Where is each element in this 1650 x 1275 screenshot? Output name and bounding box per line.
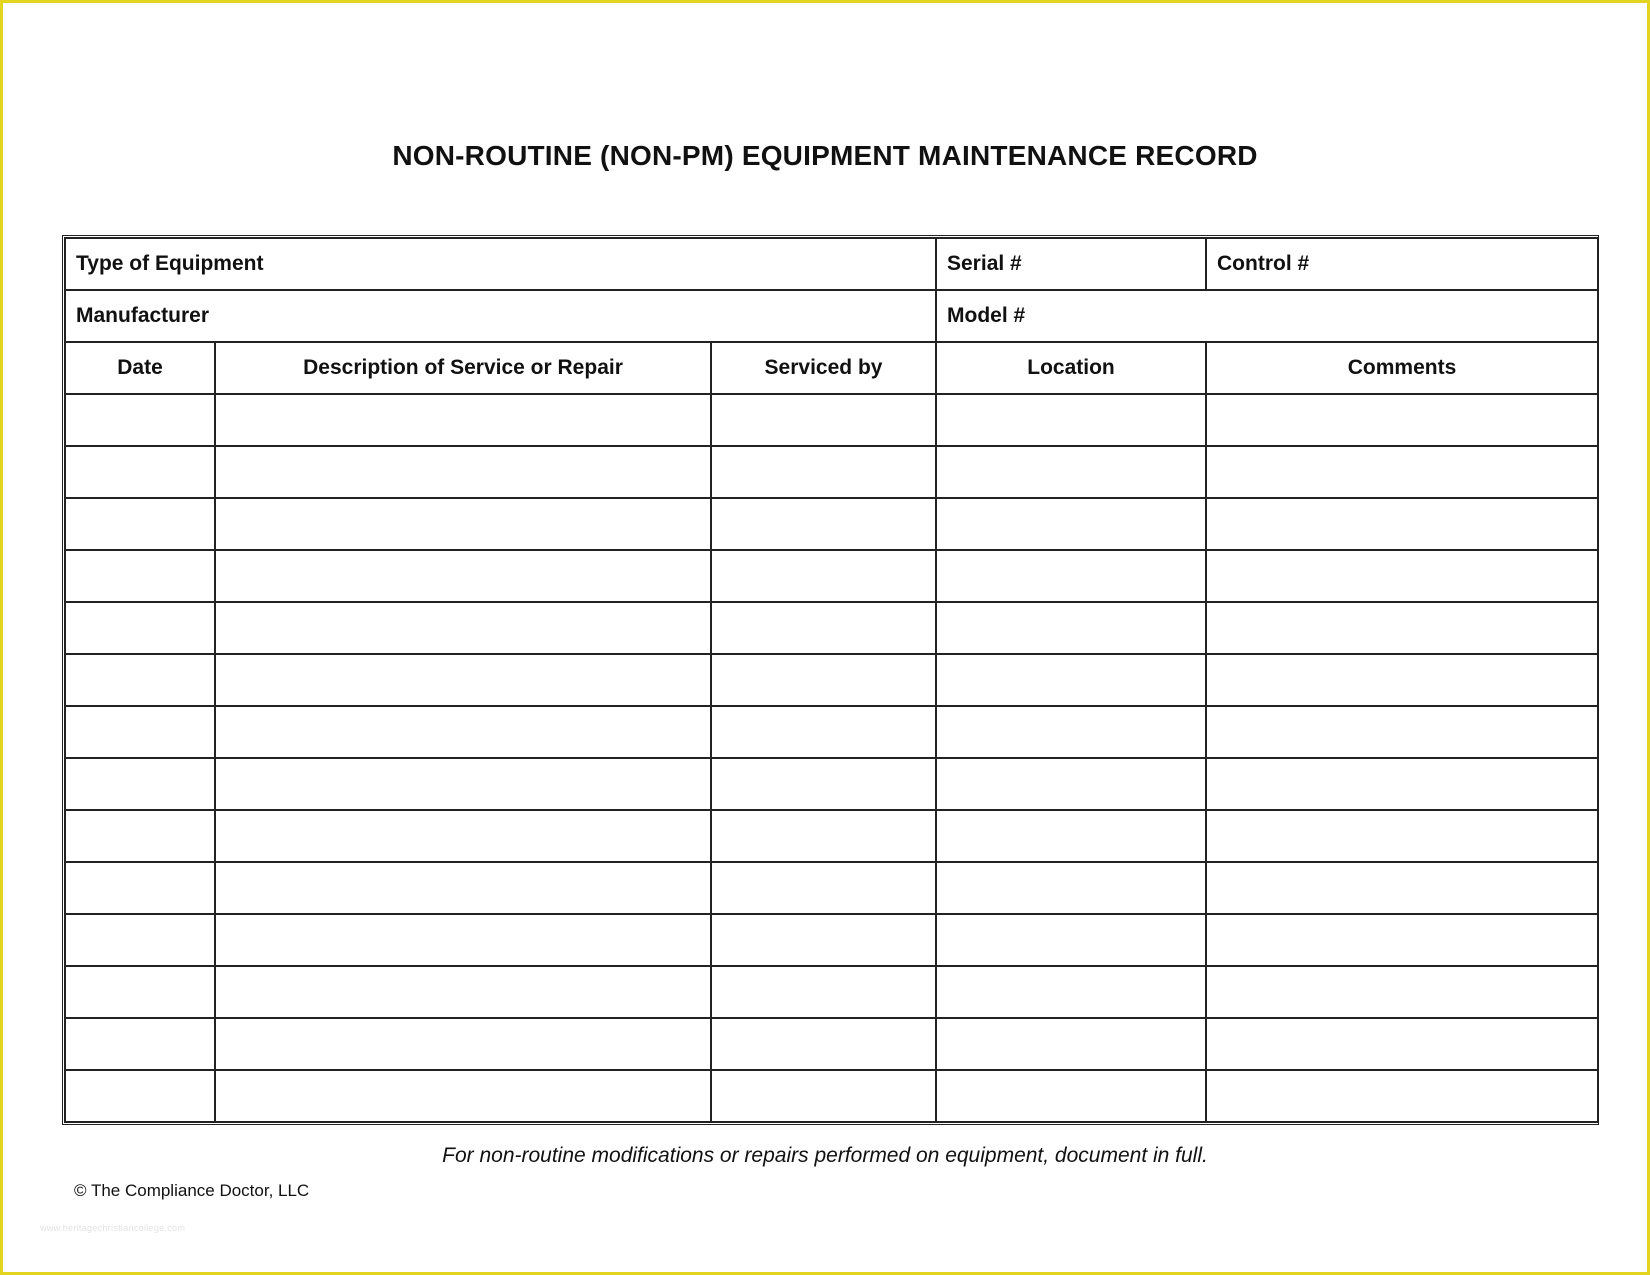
date-cell[interactable] — [65, 862, 215, 914]
serviced-by-cell[interactable] — [711, 394, 936, 446]
type-of-equipment-field[interactable] — [65, 238, 936, 290]
comments-cell[interactable] — [1206, 602, 1598, 654]
location-cell[interactable] — [936, 550, 1206, 602]
description-cell[interactable] — [215, 446, 711, 498]
form-footnote: For non-routine modifications or repairs performed on equipment, document in full. — [442, 1144, 1208, 1167]
comments-cell[interactable] — [1206, 654, 1598, 706]
description-cell[interactable] — [215, 1018, 711, 1070]
serial-number-label: Serial # — [947, 252, 1022, 275]
location-cell[interactable] — [936, 394, 1206, 446]
date-cell[interactable] — [65, 654, 215, 706]
column-header-date: Date — [65, 342, 215, 394]
comments-cell[interactable] — [1206, 810, 1598, 862]
location-cell[interactable] — [936, 966, 1206, 1018]
comments-cell[interactable] — [1206, 550, 1598, 602]
description-cell[interactable] — [215, 966, 711, 1018]
equipment-info-row — [65, 238, 1598, 290]
location-cell[interactable] — [936, 498, 1206, 550]
serviced-by-cell[interactable] — [711, 862, 936, 914]
serviced-by-cell[interactable] — [711, 498, 936, 550]
date-cell[interactable] — [65, 550, 215, 602]
column-header-serviced-by: Serviced by — [711, 342, 936, 394]
description-cell[interactable] — [215, 602, 711, 654]
table-row — [65, 1070, 1598, 1122]
table-row — [65, 966, 1598, 1018]
manufacturer-field[interactable] — [65, 290, 936, 342]
comments-cell[interactable] — [1206, 1070, 1598, 1122]
description-cell[interactable] — [215, 550, 711, 602]
location-cell[interactable] — [936, 914, 1206, 966]
location-cell[interactable] — [936, 1070, 1206, 1122]
date-cell[interactable] — [65, 446, 215, 498]
comments-cell[interactable] — [1206, 394, 1598, 446]
column-header-row — [65, 342, 1598, 394]
table-row — [65, 706, 1598, 758]
column-header-location: Location — [936, 342, 1206, 394]
comments-cell[interactable] — [1206, 914, 1598, 966]
model-number-label: Model # — [947, 304, 1026, 327]
description-cell[interactable] — [215, 862, 711, 914]
serviced-by-cell[interactable] — [711, 706, 936, 758]
form-title: NON-ROUTINE (NON-PM) EQUIPMENT MAINTENANCE RECORD — [392, 140, 1258, 171]
table-row — [65, 394, 1598, 446]
maintenance-record-table — [64, 237, 1599, 1123]
column-header-comments: Comments — [1206, 342, 1598, 394]
table-row — [65, 914, 1598, 966]
table-row — [65, 498, 1598, 550]
comments-cell[interactable] — [1206, 862, 1598, 914]
location-cell[interactable] — [936, 862, 1206, 914]
serviced-by-cell[interactable] — [711, 654, 936, 706]
location-cell[interactable] — [936, 758, 1206, 810]
date-cell[interactable] — [65, 394, 215, 446]
serviced-by-cell[interactable] — [711, 1070, 936, 1122]
table-row — [65, 654, 1598, 706]
type-of-equipment-label: Type of Equipment — [76, 252, 264, 275]
description-cell[interactable] — [215, 810, 711, 862]
copyright-notice: © The Compliance Doctor, LLC — [74, 1181, 310, 1200]
table-row — [65, 602, 1598, 654]
comments-cell[interactable] — [1206, 758, 1598, 810]
location-cell[interactable] — [936, 446, 1206, 498]
description-cell[interactable] — [215, 758, 711, 810]
description-cell[interactable] — [215, 1070, 711, 1122]
serviced-by-cell[interactable] — [711, 446, 936, 498]
serviced-by-cell[interactable] — [711, 810, 936, 862]
comments-cell[interactable] — [1206, 966, 1598, 1018]
description-cell[interactable] — [215, 498, 711, 550]
date-cell[interactable] — [65, 498, 215, 550]
watermark-text: www.heritagechristiancollege.com — [40, 1223, 186, 1233]
location-cell[interactable] — [936, 654, 1206, 706]
description-cell[interactable] — [215, 394, 711, 446]
control-number-label: Control # — [1217, 252, 1310, 275]
date-cell[interactable] — [65, 810, 215, 862]
location-cell[interactable] — [936, 810, 1206, 862]
table-row — [65, 1018, 1598, 1070]
comments-cell[interactable] — [1206, 1018, 1598, 1070]
location-cell[interactable] — [936, 706, 1206, 758]
date-cell[interactable] — [65, 706, 215, 758]
comments-cell[interactable] — [1206, 446, 1598, 498]
date-cell[interactable] — [65, 966, 215, 1018]
date-cell[interactable] — [65, 914, 215, 966]
model-number-field[interactable] — [936, 290, 1598, 342]
description-cell[interactable] — [215, 706, 711, 758]
table-row — [65, 862, 1598, 914]
table-row — [65, 550, 1598, 602]
manufacturer-info-row — [65, 290, 1598, 342]
serviced-by-cell[interactable] — [711, 966, 936, 1018]
description-cell[interactable] — [215, 654, 711, 706]
comments-cell[interactable] — [1206, 498, 1598, 550]
comments-cell[interactable] — [1206, 706, 1598, 758]
serviced-by-cell[interactable] — [711, 758, 936, 810]
table-row — [65, 758, 1598, 810]
serviced-by-cell[interactable] — [711, 602, 936, 654]
date-cell[interactable] — [65, 1070, 215, 1122]
date-cell[interactable] — [65, 1018, 215, 1070]
control-number-field[interactable] — [1206, 238, 1598, 290]
table-row — [65, 810, 1598, 862]
location-cell[interactable] — [936, 602, 1206, 654]
date-cell[interactable] — [65, 758, 215, 810]
serial-number-field[interactable] — [936, 238, 1206, 290]
column-header-description: Description of Service or Repair — [215, 342, 711, 394]
description-cell[interactable] — [215, 914, 711, 966]
manufacturer-label: Manufacturer — [76, 304, 210, 327]
date-cell[interactable] — [65, 602, 215, 654]
serviced-by-cell[interactable] — [711, 914, 936, 966]
serviced-by-cell[interactable] — [711, 1018, 936, 1070]
table-row — [65, 446, 1598, 498]
serviced-by-cell[interactable] — [711, 550, 936, 602]
location-cell[interactable] — [936, 1018, 1206, 1070]
